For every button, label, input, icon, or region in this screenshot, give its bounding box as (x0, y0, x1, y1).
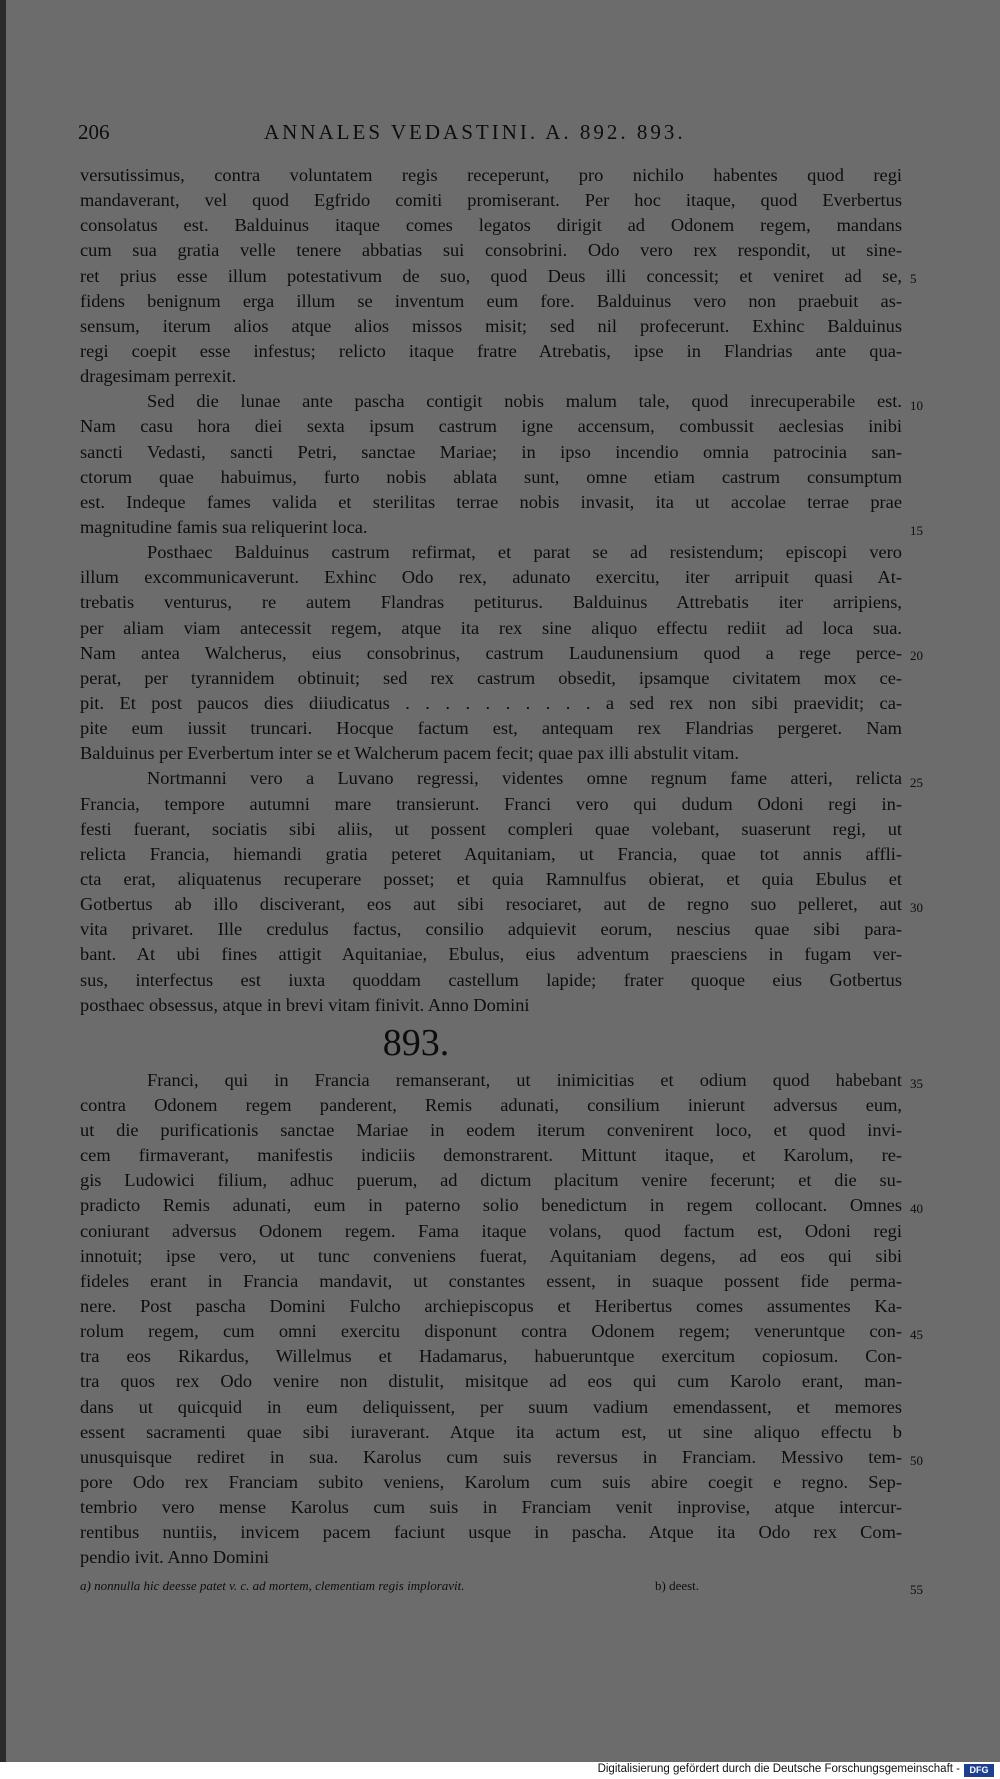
text-line: sensum, iterum alios atque alios missos misit; sed nil profecerunt. Exhinc Balduinus (80, 315, 902, 336)
text-line: Francia, tempore autumni mare transierunt. Franci vero qui dudum Odoni regi in- (80, 793, 902, 814)
year-heading: 893. (382, 1021, 450, 1064)
text-line: fidens benignum erga illum se inventum eum fore. Balduinus vero non praebuit as- (80, 290, 902, 311)
text-line: mandaverant, vel quod Egfrido comiti promiserant. Per hoc itaque, quod Everbertus (80, 190, 902, 211)
text-line: tra quos rex Odo venire non distulit, misitque ad eos qui cum Karolo erant, man- (80, 1371, 902, 1392)
text-line: coniurant adversus Odonem regem. Fama itaque volans, quod factum est, Odoni regi (80, 1220, 902, 1241)
text-line: vita privaret. Ille credulus factus, consilio adquievit eorum, nescius quae sibi para- (80, 919, 902, 940)
footer-credit: Digitalisierung gefördert durch die Deutsche Forschungsgemeinschaft - (597, 1763, 960, 1775)
text-line: fideles erant in Francia mandavit, ut constantes essent, in suaque possent fide perma- (80, 1270, 902, 1291)
body-text (80, 163, 902, 1571)
footnote-b: b) deest. (655, 1578, 700, 1593)
text-line: dans ut quicquid in eum deliquissent, per suum vadium emendassent, et memores (80, 1396, 902, 1417)
text-line: essent sacramenti quae sibi iuraverant. Atque ita actum est, ut sine aliquo effectu b (80, 1421, 902, 1442)
text-line: innotuit; ipse vero, ut tunc conveniens fuerat, Aquitaniam degens, ad eos qui sibi (80, 1245, 902, 1266)
line-number: 45 (910, 1327, 923, 1342)
text-line: ctorum quae habuimus, furto nobis ablata sunt, omne etiam castrum consumptum (80, 466, 902, 487)
text-line: Gotbertus ab illo disciverant, eos aut sibi resociaret, aut de regno suo pelleret, aut (80, 894, 902, 915)
text-line: gis Ludowici filium, adhuc puerum, ad dictum placitum venire fecerunt; et die su- (80, 1170, 902, 1191)
line-number: 35 (910, 1076, 923, 1091)
text-line: pendio ivit. Anno Domini (80, 1547, 270, 1568)
text-line: illum excommunicaverunt. Exhinc Odo rex, adunato exercitu, iter arripuit quasi At- (80, 567, 902, 588)
text-line: est. Indeque fames valida et sterilitas terrae nobis invasit, ita ut accolae terrae prae (80, 491, 902, 512)
text-line: tra eos Rikardus, Willelmus et Hadamarus, habueruntque exercitum copiosum. Con- (80, 1346, 902, 1367)
text-line: relicta Francia, hiemandi gratia peteret Aquitaniam, ut Francia, quae tot annis affli- (80, 843, 902, 864)
text-line: Nam antea Walcherus, eius consobrinus, castrum Laudunensium quod a rege perce- (80, 642, 902, 663)
text-line: Nortmanni vero a Luvano regressi, videntes omne regnum fame atteri, relicta (147, 768, 902, 789)
text-line: nere. Post pascha Domini Fulcho archiepiscopus et Heribertus comes assumentes Ka- (80, 1296, 902, 1317)
text-line: posthaec obsessus, atque in brevi vitam finivit. Anno Domini (80, 994, 530, 1015)
text-line: rolum regem, cum omni exercitu disponunt contra Odonem regem; veneruntque con- (80, 1321, 902, 1342)
footnote-a: a) nonnulla hic deesse patet v. c. ad mortem, clementiam regis imploravit. (80, 1578, 465, 1593)
line-number: 15 (910, 523, 923, 538)
text-line: pore Odo rex Franciam subito veniens, Karolum cum suis abire coegit e regno. Sep- (80, 1472, 902, 1493)
text-line: sancti Vedasti, sancti Petri, sanctae Mariae; in ipso incendio omnia patrocinia san- (80, 441, 902, 462)
text-line: dragesimam perrexit. (80, 366, 237, 387)
dfg-logo-icon: DFG (964, 1764, 994, 1777)
text-line: Sed die lunae ante pascha contigit nobis malum tale, quod inrecuperabile est. (147, 391, 902, 412)
text-line: perat, per tyrannidem obtinuit; sed rex castrum obsedit, ipsamque civitatem mox ce- (80, 667, 902, 688)
text-line: Posthaec Balduinus castrum refirmat, et parat se ad resistendum; episcopi vero (147, 542, 902, 563)
line-number: 50 (910, 1453, 923, 1468)
text-line: cem firmaverant, manifestis indiciis demonstrarent. Mittunt itaque, et Karolum, re- (80, 1145, 902, 1166)
text-line: ret prius esse illum potestativum de suo, quod Deus illi concessit; et veniret ad se, (80, 265, 902, 286)
text-line: magnitudine famis sua reliquerint loca. (80, 516, 368, 537)
text-line: ut die purificationis sanctae Mariae in eodem iterum convenirent loco, et quod invi- (80, 1120, 902, 1141)
text-line: Balduinus per Everbertum inter se et Walcherum pacem fecit; quae pax illi abstulit vitam. (80, 743, 740, 764)
text-line: pite eum iussit truncari. Hocque factum est, antequam rex Flandrias pergeret. Nam (80, 718, 902, 739)
text-line: pradicto Remis adunati, eum in paterno solio benedictum in regem collocant. Omnes (80, 1195, 902, 1216)
text-line: cum sua gratia velle tenere abbatias sui consobrini. Odo vero rex respondit, ut sine- (80, 240, 902, 261)
line-number: 40 (910, 1201, 923, 1216)
text-line: tembrio vero mense Karolus cum suis in Franciam venit inprovise, atque intercur- (80, 1497, 902, 1518)
text-line: per aliam viam antecessit regem, atque ita rex sine aliquo effectu rediit ad loca sua. (80, 617, 902, 638)
line-number: 20 (910, 648, 923, 663)
text-line: contra Odonem regem panderent, Remis adunati, consilium inierunt adversus eum, (80, 1094, 902, 1115)
text-line: unusquisque rediret in sua. Karolus cum suis reversus in Franciam. Messivo tem- (80, 1446, 902, 1467)
text-line: Nam casu hora diei sexta ipsum castrum igne accensum, combussit aeclesias inibi (80, 416, 902, 437)
text-line: trebatis venturus, re autem Flandras petiturus. Balduinus Attrebatis iter arripiens, (80, 592, 902, 613)
text-line: cta erat, aliquatenus recuperare posset; et quia Ramnulfus obierat, et quia Ebulus et (80, 868, 902, 889)
running-title: ANNALES VEDASTINI. A. 892. 893. (264, 120, 686, 144)
page-edge (0, 0, 6, 1779)
text-line: festi fuerant, sociatis sibi aliis, ut possent compleri quae volebant, suaserunt regi, ut (80, 818, 902, 839)
line-number: 5 (910, 271, 917, 286)
digitization-footer (0, 1762, 1000, 1779)
page-header (78, 120, 708, 148)
line-number: 10 (910, 398, 923, 413)
text-line: versutissimus, contra voluntatem regis receperunt, pro nichilo habentes quod regi (80, 165, 902, 185)
text-line: pit. Et post paucos dies diiudicatus . . . . . . . . . . a sed rex non sibi praevidit; ca- (80, 692, 902, 713)
page-number: 206 (78, 120, 110, 144)
text-line: sus, interfectus est iuxta quoddam castellum lapide; frater quoque eius Gotbertus (80, 969, 902, 990)
text-line: rentibus nuntiis, invicem pacem faciunt usque in pascha. Atque ita Odo rex Com- (80, 1522, 902, 1543)
line-number: 30 (910, 900, 923, 915)
text-line: Franci, qui in Francia remanserant, ut inimicitias et odium quod habebant (147, 1069, 902, 1090)
text-line: bant. At ubi fines attigit Aquitaniae, Ebulus, eius adventum praesciens in fugam ver- (80, 944, 902, 965)
line-number: 55 (910, 1582, 923, 1597)
text-line: consolatus est. Balduinus itaque comes legatos dirigit ad Odonem regem, mandans (80, 215, 902, 236)
line-number: 25 (910, 775, 923, 790)
text-line: regi coepit esse infestus; relicto itaque fratre Atrebatis, ipse in Flandrias ante qua- (80, 340, 902, 361)
